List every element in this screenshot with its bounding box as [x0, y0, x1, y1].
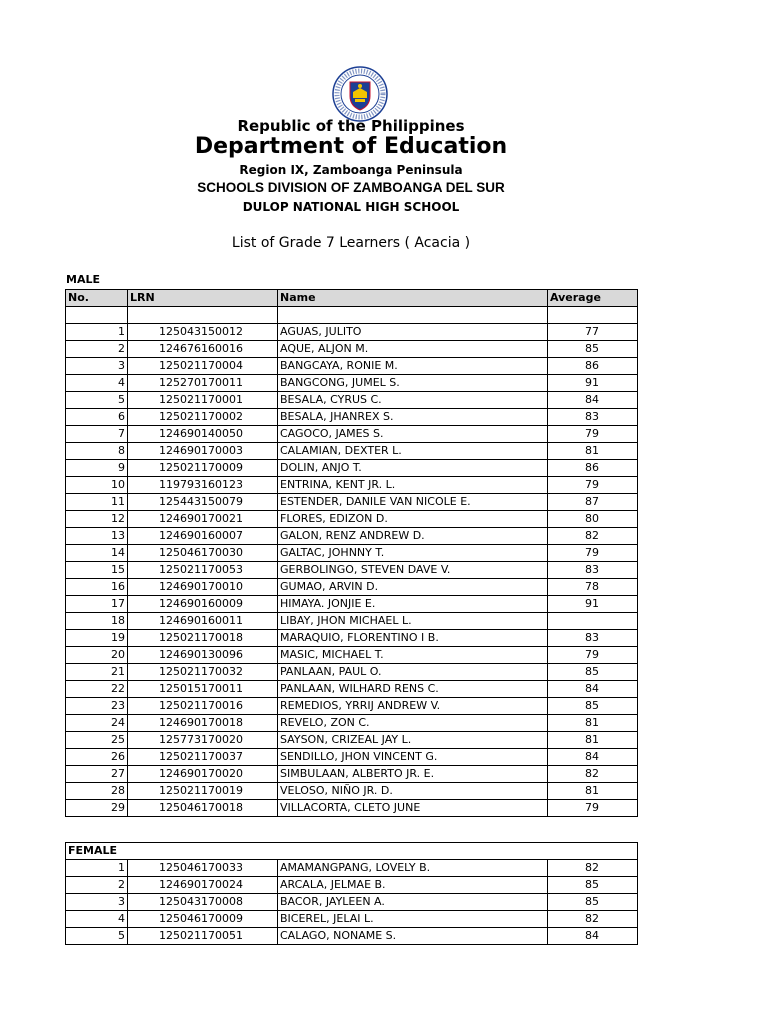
table-header-row: [66, 290, 638, 307]
row-number: 26: [66, 749, 128, 766]
row-number: 2: [66, 877, 128, 894]
row-number: 18: [66, 613, 128, 630]
row-average: 80: [548, 511, 638, 528]
table-row: [66, 928, 638, 945]
row-number: 3: [66, 358, 128, 375]
row-lrn: 124690170020: [128, 766, 278, 783]
row-name: SIMBULAAN, ALBERTO JR. E.: [278, 766, 548, 783]
table-row: [66, 766, 638, 783]
row-number: 14: [66, 545, 128, 562]
row-lrn: 125046170030: [128, 545, 278, 562]
row-number: 23: [66, 698, 128, 715]
row-average: 83: [548, 562, 638, 579]
row-lrn: 124690140050: [128, 426, 278, 443]
row-number: 29: [66, 800, 128, 817]
table-row: [66, 562, 638, 579]
row-name: BICEREL, JELAI L.: [278, 911, 548, 928]
row-lrn: 125021170051: [128, 928, 278, 945]
row-lrn: 124690170021: [128, 511, 278, 528]
row-number: 24: [66, 715, 128, 732]
table-row: [66, 511, 638, 528]
row-lrn: 125021170037: [128, 749, 278, 766]
row-lrn: 125046170033: [128, 860, 278, 877]
row-average: 87: [548, 494, 638, 511]
row-number: 1: [66, 324, 128, 341]
table-row: [66, 732, 638, 749]
row-average: 81: [548, 443, 638, 460]
row-name: SENDILLO, JHON VINCENT G.: [278, 749, 548, 766]
row-number: 5: [66, 928, 128, 945]
row-average: 78: [548, 579, 638, 596]
row-number: 3: [66, 894, 128, 911]
blank-row: [66, 307, 638, 324]
row-name: AQUE, ALJON M.: [278, 341, 548, 358]
row-average: 86: [548, 460, 638, 477]
table-row: [66, 341, 638, 358]
table-row: [66, 911, 638, 928]
table-row: [66, 324, 638, 341]
table-row: [66, 664, 638, 681]
column-header-no: No.: [66, 290, 128, 307]
row-number: 2: [66, 341, 128, 358]
row-average: 77: [548, 324, 638, 341]
row-number: 19: [66, 630, 128, 647]
row-lrn: 125015170011: [128, 681, 278, 698]
table-row: [66, 443, 638, 460]
row-lrn: 124690170018: [128, 715, 278, 732]
row-name: DOLIN, ANJO T.: [278, 460, 548, 477]
row-lrn: 125043170008: [128, 894, 278, 911]
row-average: 79: [548, 477, 638, 494]
table-row: [66, 681, 638, 698]
row-number: 20: [66, 647, 128, 664]
row-lrn: 125270170011: [128, 375, 278, 392]
row-lrn: 125021170032: [128, 664, 278, 681]
row-name: REVELO, ZON C.: [278, 715, 548, 732]
table-row: [66, 392, 638, 409]
row-lrn: 125021170018: [128, 630, 278, 647]
row-average: 85: [548, 877, 638, 894]
row-name: FLORES, EDIZON D.: [278, 511, 548, 528]
row-lrn: 124690130096: [128, 647, 278, 664]
row-number: 21: [66, 664, 128, 681]
table-row: [66, 579, 638, 596]
row-number: 5: [66, 392, 128, 409]
row-number: 1: [66, 860, 128, 877]
row-number: 4: [66, 375, 128, 392]
row-average: 84: [548, 749, 638, 766]
row-average: 84: [548, 392, 638, 409]
table-row: [66, 460, 638, 477]
row-number: 7: [66, 426, 128, 443]
table-row: [66, 545, 638, 562]
region-heading: Region IX, Zamboanga Peninsula: [239, 163, 463, 177]
row-average: 85: [548, 664, 638, 681]
row-average: 83: [548, 409, 638, 426]
row-name: REMEDIOS, YRRIJ ANDREW V.: [278, 698, 548, 715]
table-row: [66, 715, 638, 732]
row-name: PANLAAN, WILHARD RENS C.: [278, 681, 548, 698]
row-number: 9: [66, 460, 128, 477]
row-average: 91: [548, 596, 638, 613]
row-average: 85: [548, 894, 638, 911]
republic-heading: Republic of the Philippines: [237, 117, 465, 135]
row-average: 91: [548, 375, 638, 392]
row-number: 25: [66, 732, 128, 749]
row-name: BESALA, CYRUS C.: [278, 392, 548, 409]
table-row: [66, 647, 638, 664]
row-name: GALTAC, JOHNNY T.: [278, 545, 548, 562]
row-lrn: 125021170016: [128, 698, 278, 715]
table-row: [66, 894, 638, 911]
row-name: ESTENDER, DANILE VAN NICOLE E.: [278, 494, 548, 511]
row-number: 8: [66, 443, 128, 460]
row-number: 12: [66, 511, 128, 528]
row-name: PANLAAN, PAUL O.: [278, 664, 548, 681]
row-average: 79: [548, 647, 638, 664]
school-heading: DULOP NATIONAL HIGH SCHOOL: [242, 200, 460, 214]
table-row: [66, 698, 638, 715]
male-learners-table: [65, 289, 638, 817]
row-lrn: 125021170004: [128, 358, 278, 375]
row-average: [548, 613, 638, 630]
row-lrn: 124690170010: [128, 579, 278, 596]
row-number: 13: [66, 528, 128, 545]
row-lrn: 124690170024: [128, 877, 278, 894]
row-lrn: 125021170002: [128, 409, 278, 426]
row-number: 11: [66, 494, 128, 511]
row-name: GUMAO, ARVIN D.: [278, 579, 548, 596]
female-section-label: FEMALE: [66, 843, 638, 860]
table-row: [66, 783, 638, 800]
row-average: 85: [548, 341, 638, 358]
row-name: MARAQUIO, FLORENTINO I B.: [278, 630, 548, 647]
table-row: [66, 477, 638, 494]
row-name: SAYSON, CRIZEAL JAY L.: [278, 732, 548, 749]
row-average: 84: [548, 681, 638, 698]
row-name: BANGCONG, JUMEL S.: [278, 375, 548, 392]
row-name: MASIC, MICHAEL T.: [278, 647, 548, 664]
row-name: HIMAYA. JONJIE E.: [278, 596, 548, 613]
row-lrn: 124690170003: [128, 443, 278, 460]
table-row: [66, 613, 638, 630]
table-row: [66, 375, 638, 392]
row-name: CALAGO, NONAME S.: [278, 928, 548, 945]
row-average: 83: [548, 630, 638, 647]
table-row: [66, 494, 638, 511]
department-title: Department of Education: [194, 134, 508, 159]
row-lrn: 124676160016: [128, 341, 278, 358]
row-lrn: 125021170053: [128, 562, 278, 579]
column-header-average: Average: [548, 290, 638, 307]
row-lrn: 125043150012: [128, 324, 278, 341]
row-name: ARCALA, JELMAE B.: [278, 877, 548, 894]
row-lrn: 125046170009: [128, 911, 278, 928]
row-average: 82: [548, 766, 638, 783]
row-average: 82: [548, 911, 638, 928]
row-lrn: 124690160009: [128, 596, 278, 613]
table-row: [66, 749, 638, 766]
row-average: 84: [548, 928, 638, 945]
row-name: BANGCAYA, RONIE M.: [278, 358, 548, 375]
row-name: VILLACORTA, CLETO JUNE: [278, 800, 548, 817]
female-learners-table: [65, 842, 638, 945]
row-name: VELOSO, NIÑO JR. D.: [278, 783, 548, 800]
row-number: 6: [66, 409, 128, 426]
row-average: 81: [548, 732, 638, 749]
row-number: 15: [66, 562, 128, 579]
row-lrn: 125773170020: [128, 732, 278, 749]
row-number: 17: [66, 596, 128, 613]
female-section-label-row: [66, 843, 638, 860]
row-lrn: 125046170018: [128, 800, 278, 817]
table-row: [66, 409, 638, 426]
row-number: 27: [66, 766, 128, 783]
row-lrn: 119793160123: [128, 477, 278, 494]
division-heading: SCHOOLS DIVISION OF ZAMBOANGA DEL SUR: [197, 180, 505, 195]
row-name: ENTRINA, KENT JR. L.: [278, 477, 548, 494]
row-number: 16: [66, 579, 128, 596]
row-name: BESALA, JHANREX S.: [278, 409, 548, 426]
row-average: 82: [548, 860, 638, 877]
list-title: List of Grade 7 Learners ( Acacia ): [231, 235, 471, 251]
row-number: 28: [66, 783, 128, 800]
row-average: 79: [548, 800, 638, 817]
row-average: 79: [548, 426, 638, 443]
male-section-label: MALE: [66, 273, 100, 286]
table-row: [66, 800, 638, 817]
row-name: LIBAY, JHON MICHAEL L.: [278, 613, 548, 630]
row-average: 86: [548, 358, 638, 375]
row-lrn: 125021170009: [128, 460, 278, 477]
row-average: 79: [548, 545, 638, 562]
table-row: [66, 596, 638, 613]
row-name: CALAMIAN, DEXTER L.: [278, 443, 548, 460]
row-lrn: 124690160007: [128, 528, 278, 545]
table-row: [66, 877, 638, 894]
deped-seal-logo: [319, 66, 401, 122]
row-name: GALON, RENZ ANDREW D.: [278, 528, 548, 545]
row-name: BACOR, JAYLEEN A.: [278, 894, 548, 911]
row-lrn: 125021170001: [128, 392, 278, 409]
row-lrn: 125443150079: [128, 494, 278, 511]
row-name: CAGOCO, JAMES S.: [278, 426, 548, 443]
row-number: 4: [66, 911, 128, 928]
row-lrn: 125021170019: [128, 783, 278, 800]
table-row: [66, 630, 638, 647]
table-row: [66, 358, 638, 375]
row-average: 81: [548, 715, 638, 732]
row-average: 82: [548, 528, 638, 545]
row-number: 22: [66, 681, 128, 698]
table-row: [66, 528, 638, 545]
table-row: [66, 860, 638, 877]
table-row: [66, 426, 638, 443]
row-lrn: 124690160011: [128, 613, 278, 630]
row-name: GERBOLINGO, STEVEN DAVE V.: [278, 562, 548, 579]
row-average: 85: [548, 698, 638, 715]
row-name: AGUAS, JULITO: [278, 324, 548, 341]
row-average: 81: [548, 783, 638, 800]
row-name: AMAMANGPANG, LOVELY B.: [278, 860, 548, 877]
column-header-lrn: LRN: [128, 290, 278, 307]
row-number: 10: [66, 477, 128, 494]
column-header-name: Name: [278, 290, 548, 307]
